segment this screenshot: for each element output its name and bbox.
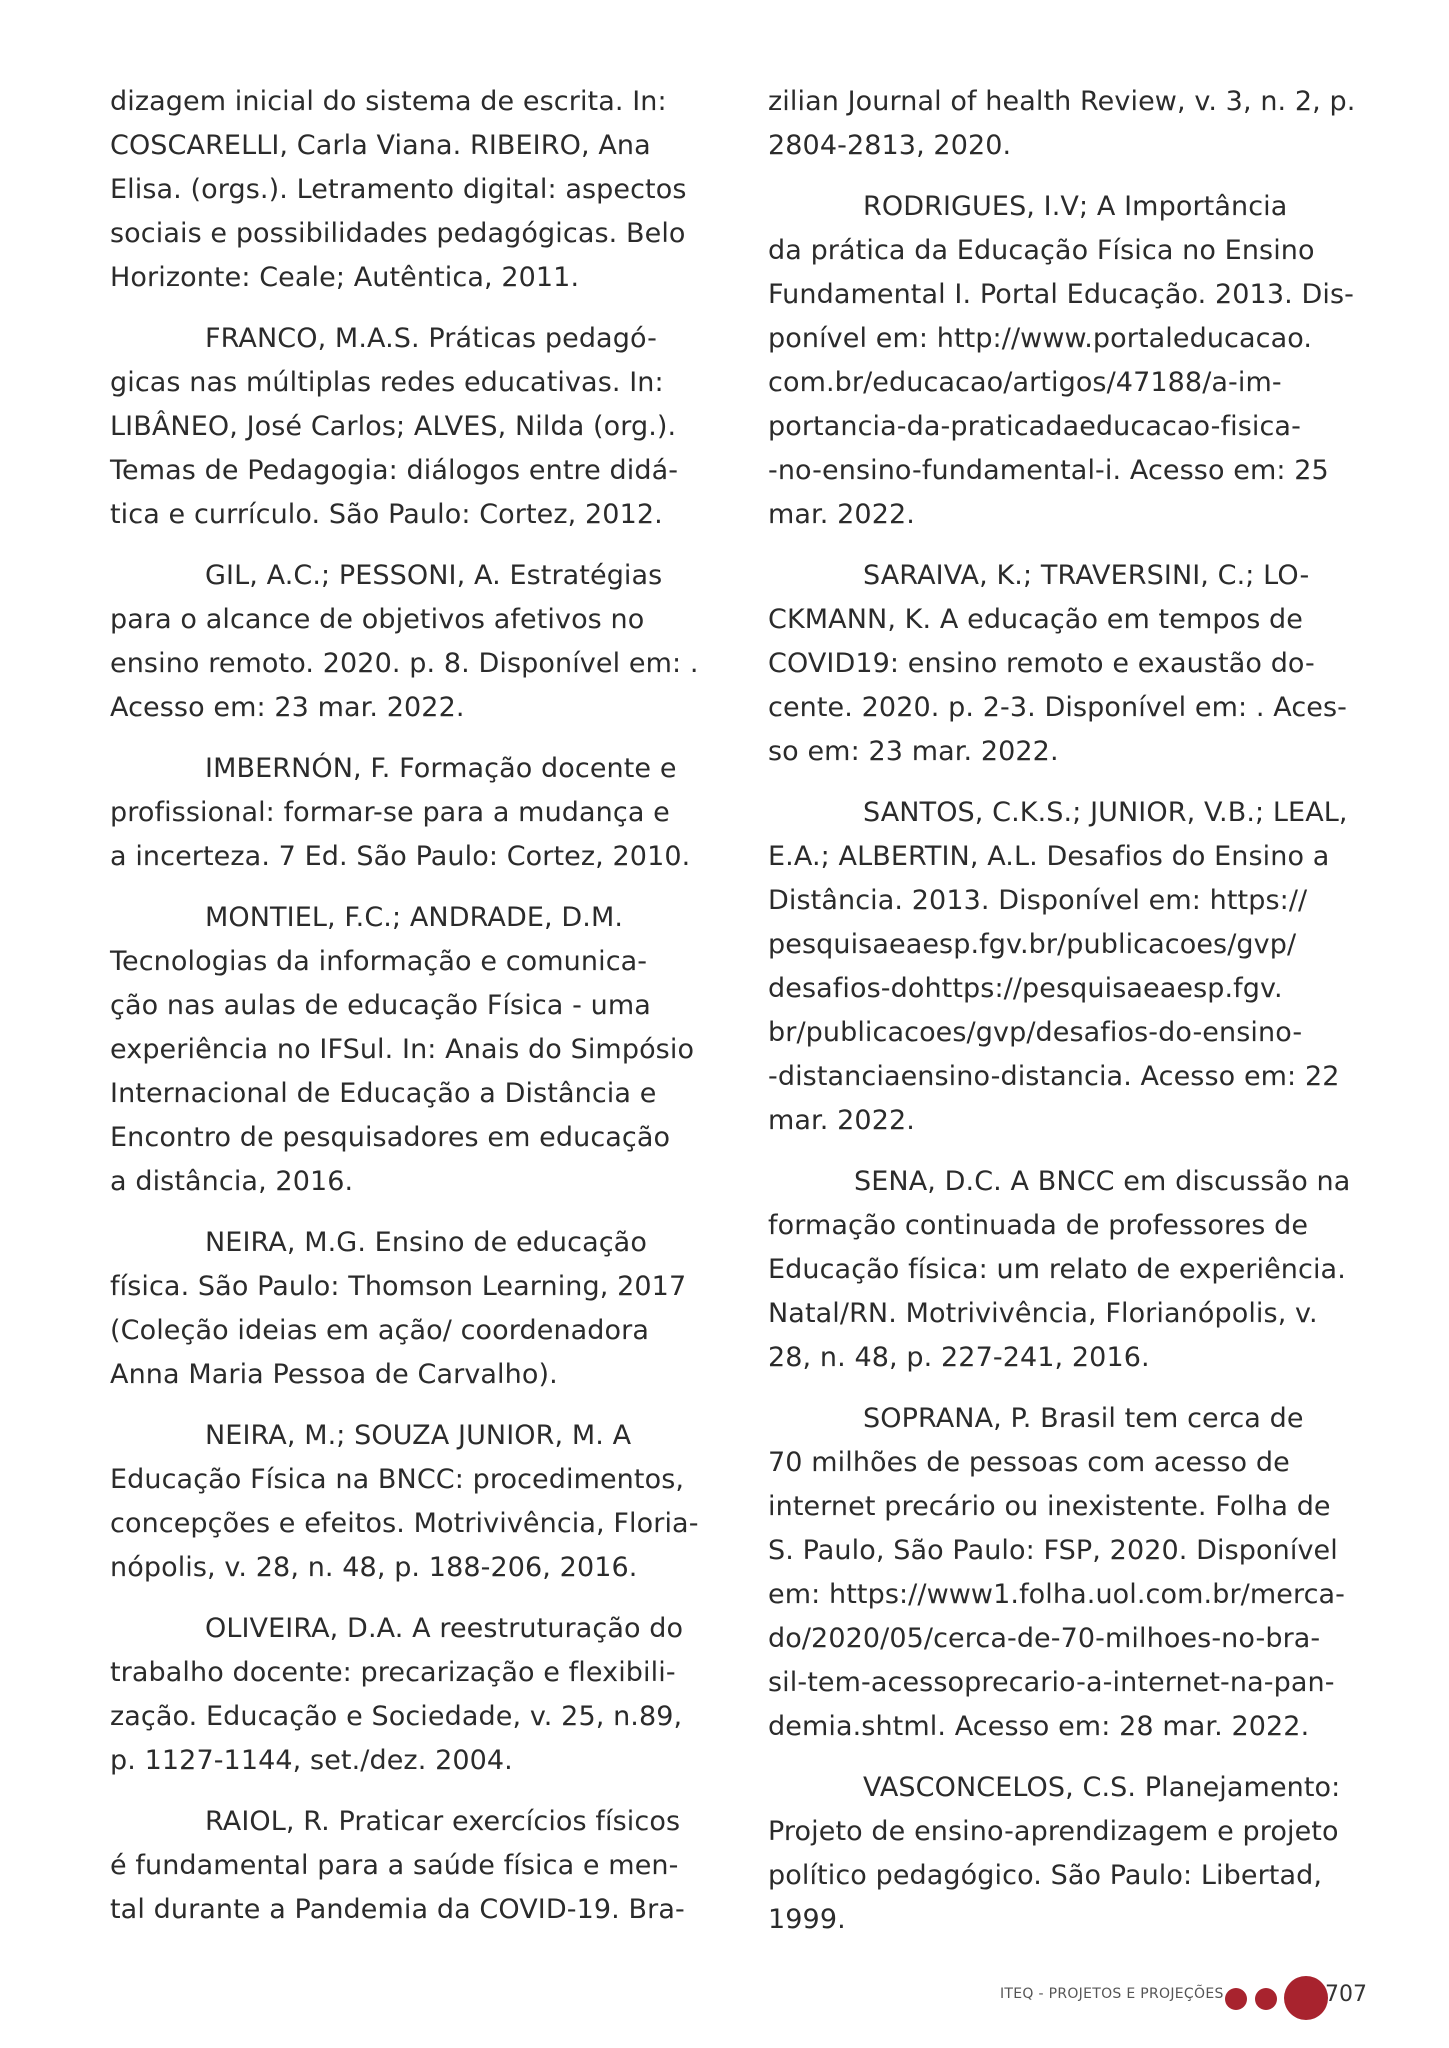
reference-line: (Coleção ideias em ação/ coordenadora [110, 1315, 650, 1346]
reference-line: portancia-da-praticadaeducacao-fisica- [768, 411, 1301, 442]
reference-line: SENA, D.C. A BNCC em discussão na [854, 1166, 1351, 1197]
reference-line: SANTOS, C.K.S.; JUNIOR, V.B.; LEAL, [863, 797, 1348, 828]
reference-entry [768, 1397, 1368, 1749]
reference-line: so em: 23 mar. 2022. [768, 736, 1059, 767]
reference-line: IMBERNÓN, F. Formação docente e [205, 753, 677, 784]
page-footer [980, 1970, 1390, 2024]
reference-line: ensino remoto. 2020. p. 8. Disponível em: . [110, 648, 699, 679]
reference-line: SOPRANA, P. Brasil tem cerca de [863, 1403, 1304, 1434]
reference-line: sociais e possibilidades pedagógicas. Belo [110, 218, 686, 249]
reference-entry [110, 1414, 710, 1590]
reference-entry [768, 80, 1368, 168]
reference-line: formação continuada de professores de [768, 1210, 1309, 1241]
reference-line: Temas de Pedagogia: diálogos entre didá- [110, 455, 679, 486]
reference-line: político pedagógico. São Paulo: Libertad, [768, 1860, 1323, 1891]
reference-line: Encontro de pesquisadores em educação [110, 1122, 671, 1153]
reference-line: MONTIEL, F.C.; ANDRADE, D.M. [205, 902, 624, 933]
reference-line: zilian Journal of health Review, v. 3, n. 2, p. [768, 86, 1356, 117]
reference-line: Internacional de Educação a Distância e [110, 1078, 657, 1109]
reference-line: trabalho docente: precarização e flexibili- [110, 1657, 676, 1688]
reference-line: NEIRA, M.G. Ensino de educação [205, 1227, 647, 1258]
reference-line: Natal/RN. Motrivivência, Florianópolis, v. [768, 1298, 1318, 1329]
reference-line: Acesso em: 23 mar. 2022. [110, 692, 465, 723]
reference-line: 1999. [768, 1904, 846, 1935]
reference-line: ção nas aulas de educação Física - uma [110, 990, 651, 1021]
footer-dot-large-icon [1284, 1976, 1328, 2020]
reference-line: tal durante a Pandemia da COVID-19. Bra- [110, 1894, 685, 1925]
reference-line: RODRIGUES, I.V; A Importância [863, 191, 1288, 222]
reference-line: -distanciaensino-distancia. Acesso em: 22 [768, 1061, 1340, 1092]
reference-line: cente. 2020. p. 2-3. Disponível em: . Aces- [768, 692, 1347, 723]
reference-line: VASCONCELOS, C.S. Planejamento: [863, 1772, 1341, 1803]
reference-line: RAIOL, R. Praticar exercícios físicos [205, 1806, 681, 1837]
reference-line: a distância, 2016. [110, 1166, 354, 1197]
reference-line: OLIVEIRA, D.A. A reestruturação do [205, 1613, 684, 1644]
reference-line: profissional: formar-se para a mudança e [110, 797, 670, 828]
reference-line: LIBÂNEO, José Carlos; ALVES, Nilda (org.). [110, 411, 677, 442]
reference-line: para o alcance de objetivos afetivos no [110, 604, 645, 635]
reference-line: dizagem inicial do sistema de escrita. In: [110, 86, 667, 117]
reference-line: experiência no IFSul. In: Anais do Simpósio [110, 1034, 695, 1065]
reference-line: concepções e efeitos. Motrivivência, Floria- [110, 1508, 699, 1539]
reference-line: E.A.; ALBERTIN, A.L. Desafios do Ensino a [768, 841, 1330, 872]
reference-line: 70 milhões de pessoas com acesso de [768, 1447, 1290, 1478]
reference-line: Distância. 2013. Disponível em: https:// [768, 885, 1308, 916]
footer-dot-small-icon [1225, 1988, 1247, 2010]
reference-entry [110, 554, 710, 730]
reference-line: CKMANN, K. A educação em tempos de [768, 604, 1304, 635]
reference-line: COSCARELLI, Carla Viana. RIBEIRO, Ana [110, 130, 651, 161]
reference-entry [768, 1160, 1368, 1380]
reference-entry [768, 185, 1368, 537]
reference-line: internet precário ou inexistente. Folha de [768, 1491, 1331, 1522]
reference-line: p. 1127-1144, set./dez. 2004. [110, 1745, 513, 1776]
reference-line: pesquisaeaesp.fgv.br/publicacoes/gvp/ [768, 929, 1297, 960]
reference-line: 2804-2813, 2020. [768, 130, 1012, 161]
page-number: 707 [1325, 1982, 1367, 2007]
reference-entry [110, 80, 710, 300]
reference-entry [110, 1221, 710, 1397]
reference-entry [110, 896, 710, 1204]
reference-line: S. Paulo, São Paulo: FSP, 2020. Disponível [768, 1535, 1338, 1566]
reference-entry [110, 1800, 710, 1932]
reference-line: COVID19: ensino remoto e exaustão do- [768, 648, 1315, 679]
reference-line: Anna Maria Pessoa de Carvalho). [110, 1359, 558, 1390]
reference-line: demia.shtml. Acesso em: 28 mar. 2022. [768, 1711, 1310, 1742]
reference-line: Educação Física na BNCC: procedimentos, [110, 1464, 685, 1495]
reference-line: a incerteza. 7 Ed. São Paulo: Cortez, 2010. [110, 841, 691, 872]
reference-entry [110, 317, 710, 537]
reference-line: Elisa. (orgs.). Letramento digital: aspectos [110, 174, 687, 205]
reference-line: Fundamental I. Portal Educação. 2013. Dis- [768, 279, 1354, 310]
reference-line: da prática da Educação Física no Ensino [768, 235, 1315, 266]
reference-entry [768, 791, 1368, 1143]
reference-line: tica e currículo. São Paulo: Cortez, 2012. [110, 499, 663, 530]
reference-entry [768, 1766, 1368, 1942]
reference-line: GIL, A.C.; PESSONI, A. Estratégias [205, 560, 663, 591]
reference-line: em: https://www1.folha.uol.com.br/merca- [768, 1579, 1345, 1610]
reference-line: gicas nas múltiplas redes educativas. In: [110, 367, 664, 398]
reference-line: 28, n. 48, p. 227-241, 2016. [768, 1342, 1150, 1373]
reference-line: Horizonte: Ceale; Autêntica, 2011. [110, 262, 580, 293]
reference-line: é fundamental para a saúde física e men- [110, 1850, 679, 1881]
reference-line: -no-ensino-fundamental-i. Acesso em: 25 [768, 455, 1329, 486]
left-reference-column [110, 80, 710, 1949]
reference-entry [110, 747, 710, 879]
reference-line: nópolis, v. 28, n. 48, p. 188-206, 2016. [110, 1552, 638, 1583]
reference-line: NEIRA, M.; SOUZA JUNIOR, M. A [205, 1420, 632, 1451]
footer-journal-title: ITEQ - PROJETOS E PROJEÇÕES [1000, 1986, 1224, 2002]
reference-line: Tecnologias da informação e comunica- [110, 946, 648, 977]
reference-line: mar. 2022. [768, 1105, 915, 1136]
reference-entry [768, 554, 1368, 774]
reference-line: desafios-dohttps://pesquisaeaesp.fgv. [768, 973, 1283, 1004]
reference-line: Projeto de ensino-aprendizagem e projeto [768, 1816, 1339, 1847]
reference-line: do/2020/05/cerca-de-70-milhoes-no-bra- [768, 1623, 1321, 1654]
reference-line: ponível em: http://www.portaleducacao. [768, 323, 1313, 354]
reference-line: SARAIVA, K.; TRAVERSINI, C.; LO- [863, 560, 1310, 591]
reference-line: sil-tem-acessoprecario-a-internet-na-pan- [768, 1667, 1335, 1698]
reference-line: mar. 2022. [768, 499, 915, 530]
reference-entry [110, 1607, 710, 1783]
reference-line: FRANCO, M.A.S. Práticas pedagó- [205, 323, 657, 354]
footer-dot-small-icon [1255, 1988, 1277, 2010]
reference-line: br/publicacoes/gvp/desafios-do-ensino- [768, 1017, 1303, 1048]
reference-line: Educação física: um relato de experiência. [768, 1254, 1346, 1285]
right-reference-column [768, 80, 1368, 1959]
reference-line: física. São Paulo: Thomson Learning, 2017 [110, 1271, 687, 1302]
reference-line: zação. Educação e Sociedade, v. 25, n.89, [110, 1701, 683, 1732]
reference-line: com.br/educacao/artigos/47188/a-im- [768, 367, 1282, 398]
